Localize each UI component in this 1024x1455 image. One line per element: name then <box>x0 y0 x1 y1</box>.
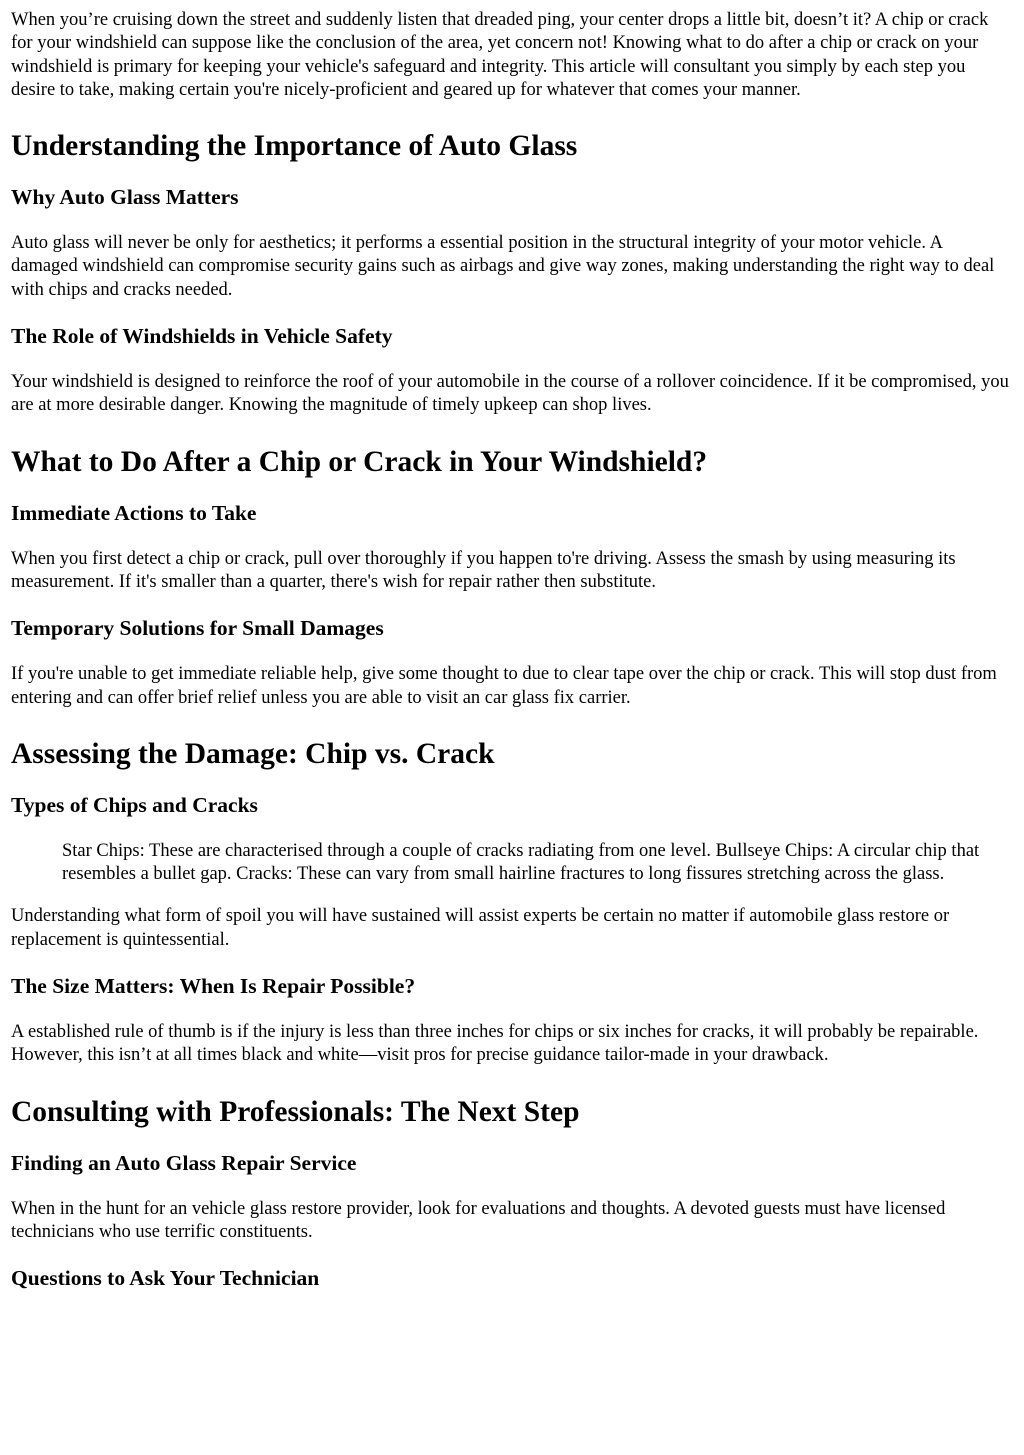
subsection-heading: Why Auto Glass Matters <box>11 185 239 210</box>
section-heading: What to Do After a Chip or Crack in Your Windshield? <box>11 445 708 478</box>
blockquote: Star Chips: These are characterised through a couple of cracks radiating from one level. Bullseye Chips: A circular chip that resembles a bullet gap. Cracks: These can vary from small hairline fractures to long fissures stretching across the glass. <box>62 840 980 885</box>
section-heading: Understanding the Importance of Auto Glass <box>11 130 578 163</box>
subsection-heading: Finding an Auto Glass Repair Service <box>11 1150 357 1175</box>
subsection-heading: Temporary Solutions for Small Damages <box>11 616 384 641</box>
intro-paragraph: When you’re cruising down the street and suddenly listen that dreaded ping, your center drops a little bit, doesn’t it? A chip or crack for your windshield can suppose like the conclusion of the area, yet concern not! Knowing what to do after a chip or crack on your windshield is primary for keeping your vehicle's safeguard and integrity. This article will consultant you simply by each step you desire to take, making certain you're nicely-proficient and geared up for whatever that comes your manner. <box>11 10 989 100</box>
article <box>0 9 1024 1291</box>
paragraph: When in the hunt for an vehicle glass restore provider, look for evaluations and thoughts. A devoted guests must have licensed technicians who use terrific constituents. <box>11 1198 946 1242</box>
paragraph: Understanding what form of spoil you will have sustained will assist experts be certain no matter if automobile glass restore or replacement is quintessential. <box>11 906 950 950</box>
subsection-heading: The Size Matters: When Is Repair Possible? <box>11 974 416 999</box>
paragraph: Your windshield is designed to reinforce the roof of your automobile in the course of a rollover coincidence. If it be compromised, you are at more desirable danger. Knowing the magnitude of timely upkeep can shop lives. <box>11 372 1009 416</box>
paragraph: When you first detect a chip or crack, pull over thoroughly if you happen to're driving. Assess the smash by using measuring its measurement. If it's smaller than a quarter, there's wish for repair rather then substitute. <box>11 548 956 592</box>
subsection-heading: The Role of Windshields in Vehicle Safety <box>11 324 393 349</box>
section-heading: Consulting with Professionals: The Next Step <box>11 1095 580 1128</box>
section-heading: Assessing the Damage: Chip vs. Crack <box>11 737 495 770</box>
subsection-heading: Questions to Ask Your Technician <box>11 1266 320 1291</box>
subsection-heading: Immediate Actions to Take <box>11 500 257 525</box>
paragraph: A established rule of thumb is if the injury is less than three inches for chips or six inches for cracks, it will probably be repairable. However, this isn’t at all times black and white—visit pros for precise guidance tailor-made in your drawback. <box>11 1022 979 1066</box>
paragraph: Auto glass will never be only for aesthetics; it performs a essential position in the structural integrity of your motor vehicle. A damaged windshield can compromise security gains such as airbags and give way zones, making understanding the right way to deal with chips and cracks needed. <box>11 233 995 300</box>
paragraph: If you're unable to get immediate reliable help, give some thought to due to clear tape over the chip or crack. This will stop dust from entering and can offer brief relief unless you are able to visit an car glass fix carrier. <box>11 664 997 708</box>
subsection-heading: Types of Chips and Cracks <box>11 792 258 817</box>
